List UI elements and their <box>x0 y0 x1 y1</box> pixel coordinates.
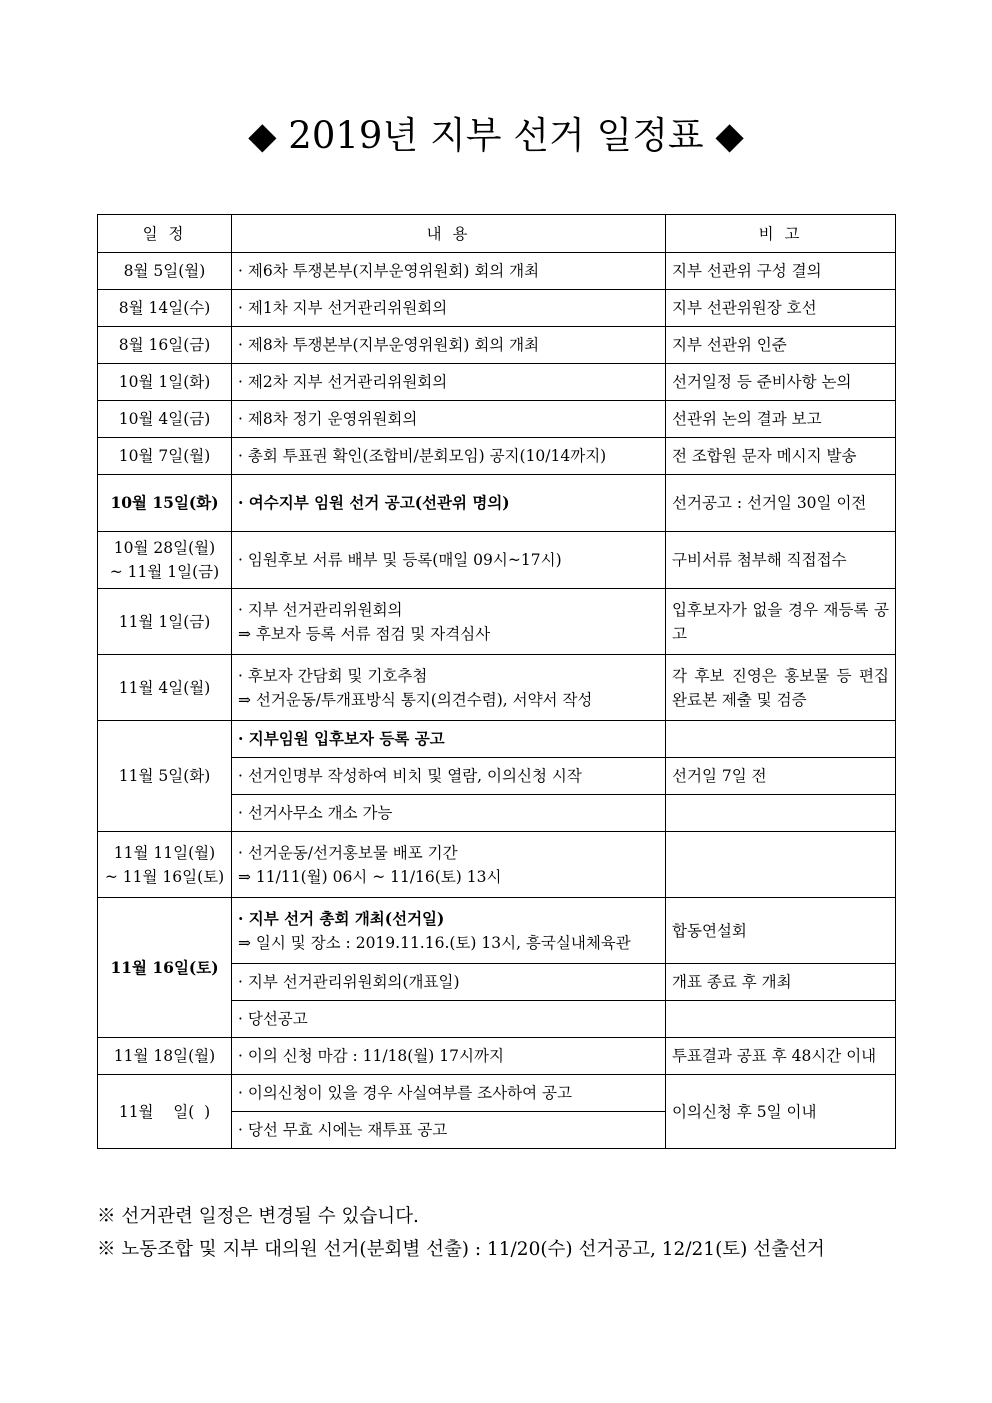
row-date: 8월 14일(수) <box>98 290 232 327</box>
row-date: 11월 18일(월) <box>98 1038 232 1075</box>
row-note: 선거일 7일 전 <box>666 758 896 795</box>
row-note: 선거일정 등 준비사항 논의 <box>666 364 896 401</box>
row-content: · 선거인명부 작성하여 비치 및 열람, 이의신청 시작 <box>232 758 666 795</box>
row-content: · 제8차 투쟁본부(지부운영위원회) 회의 개최 <box>232 327 666 364</box>
row-note: 지부 선관위 구성 결의 <box>666 253 896 290</box>
row-content-line: ⇒ 일시 및 장소 : 2019.11.16.(토) 13시, 흥국실내체육관 <box>238 933 631 952</box>
row-date: 10월 15일(화) <box>98 475 232 532</box>
row-note: 입후보자가 없을 경우 재등록 공고 <box>666 589 896 655</box>
table-row <box>98 832 896 898</box>
row-note: 개표 종료 후 개최 <box>666 964 896 1001</box>
row-content: · 지부임원 입후보자 등록 공고 <box>232 721 666 758</box>
row-note: 각 후보 진영은 홍보물 등 편집 완료본 제출 및 검증 <box>666 655 896 721</box>
row-date: 11월 5일(화) <box>98 721 232 832</box>
row-date: 11월 4일(월) <box>98 655 232 721</box>
row-content: · 당선공고 <box>232 1001 666 1038</box>
row-content-line: · 지부 선거관리위원회의 <box>238 600 403 619</box>
table-row <box>98 721 896 758</box>
row-note: 구비서류 첨부해 직접접수 <box>666 532 896 589</box>
row-content-line: ⇒ 11/11(월) 06시 ~ 11/16(토) 13시 <box>238 867 502 886</box>
row-content: · 제1차 지부 선거관리위원회의 <box>232 290 666 327</box>
table-header-row <box>98 215 896 253</box>
row-content: · 이의신청이 있을 경우 사실여부를 조사하여 공고 <box>232 1075 666 1112</box>
row-content <box>232 832 666 898</box>
header-date: 일 정 <box>98 215 232 253</box>
row-content-line: ⇒ 선거운동/투개표방식 통지(의견수렴), 서약서 작성 <box>238 690 593 709</box>
row-date <box>98 532 232 589</box>
table-row <box>98 475 896 532</box>
row-date: 10월 7일(월) <box>98 438 232 475</box>
row-content: · 임원후보 서류 배부 및 등록(매일 09시~17시) <box>232 532 666 589</box>
row-content <box>232 589 666 655</box>
row-content-line: · 선거운동/선거홍보물 배포 기간 <box>238 843 458 862</box>
row-date-line: 11월 11일(월) <box>113 843 216 862</box>
row-note: 합동연설회 <box>666 898 896 964</box>
row-note <box>666 1001 896 1038</box>
row-date: 8월 5일(월) <box>98 253 232 290</box>
table-row <box>98 589 896 655</box>
table-row <box>98 253 896 290</box>
row-content-line: · 후보자 간담회 및 기호추첨 <box>238 666 428 685</box>
row-note: 전 조합원 문자 메시지 발송 <box>666 438 896 475</box>
row-content: · 이의 신청 마감 : 11/18(월) 17시까지 <box>232 1038 666 1075</box>
row-note: 지부 선관위원장 호선 <box>666 290 896 327</box>
header-content: 내 용 <box>232 215 666 253</box>
table-row <box>98 401 896 438</box>
row-date-line: ~ 11월 1일(금) <box>109 563 220 581</box>
row-date: 8월 16일(금) <box>98 327 232 364</box>
row-date: 10월 1일(화) <box>98 364 232 401</box>
row-content: · 총회 투표권 확인(조합비/분회모임) 공지(10/14까지) <box>232 438 666 475</box>
row-content-line: · 지부 선거 총회 개최(선거일) <box>238 908 445 928</box>
row-date: 11월 16일(토) <box>98 898 232 1038</box>
row-note <box>666 832 896 898</box>
row-note: 이의신청 후 5일 이내 <box>666 1075 896 1149</box>
table-row <box>98 327 896 364</box>
row-date <box>98 832 232 898</box>
row-content: · 여수지부 임원 선거 공고(선관위 명의) <box>232 475 666 532</box>
row-date: 11월 1일(금) <box>98 589 232 655</box>
footnotes <box>97 1200 977 1266</box>
footnote: ※ 노동조합 및 지부 대의원 선거(분회별 선출) : 11/20(수) 선거공고, 12/21(토) 선출선거 <box>97 1239 825 1260</box>
election-schedule-table <box>97 214 896 1149</box>
row-content: · 제8차 정기 운영위원회의 <box>232 401 666 438</box>
row-note: 투표결과 공표 후 48시간 이내 <box>666 1038 896 1075</box>
row-content: · 제6차 투쟁본부(지부운영위원회) 회의 개최 <box>232 253 666 290</box>
row-note: 선관위 논의 결과 보고 <box>666 401 896 438</box>
row-note: 지부 선관위 인준 <box>666 327 896 364</box>
table-row <box>98 898 896 964</box>
row-content: · 선거사무소 개소 가능 <box>232 795 666 832</box>
row-content: · 제2차 지부 선거관리위원회의 <box>232 364 666 401</box>
row-date: 11월 일( ) <box>98 1075 232 1149</box>
row-date: 10월 4일(금) <box>98 401 232 438</box>
table-row <box>98 1038 896 1075</box>
row-note <box>666 721 896 758</box>
page-title: ◆ 2019년 지부 선거 일정표 ◆ <box>248 114 744 157</box>
table-row <box>98 655 896 721</box>
header-note: 비 고 <box>666 215 896 253</box>
row-date-line: ~ 11월 16일(토) <box>104 867 225 886</box>
row-note: 선거공고 : 선거일 30일 이전 <box>666 475 896 532</box>
table-row <box>98 438 896 475</box>
row-content-line: ⇒ 후보자 등록 서류 점검 및 자격심사 <box>238 624 491 643</box>
table-row <box>98 290 896 327</box>
footnote: ※ 선거관련 일정은 변경될 수 있습니다. <box>97 1206 419 1227</box>
row-content: · 당선 무효 시에는 재투표 공고 <box>232 1112 666 1149</box>
row-content <box>232 655 666 721</box>
row-date-line: 10월 28일(월) <box>113 539 216 557</box>
table-row <box>98 532 896 589</box>
row-content <box>232 898 666 964</box>
row-content: · 지부 선거관리위원회의(개표일) <box>232 964 666 1001</box>
row-note <box>666 795 896 832</box>
table-row <box>98 364 896 401</box>
table-row <box>98 1075 896 1112</box>
